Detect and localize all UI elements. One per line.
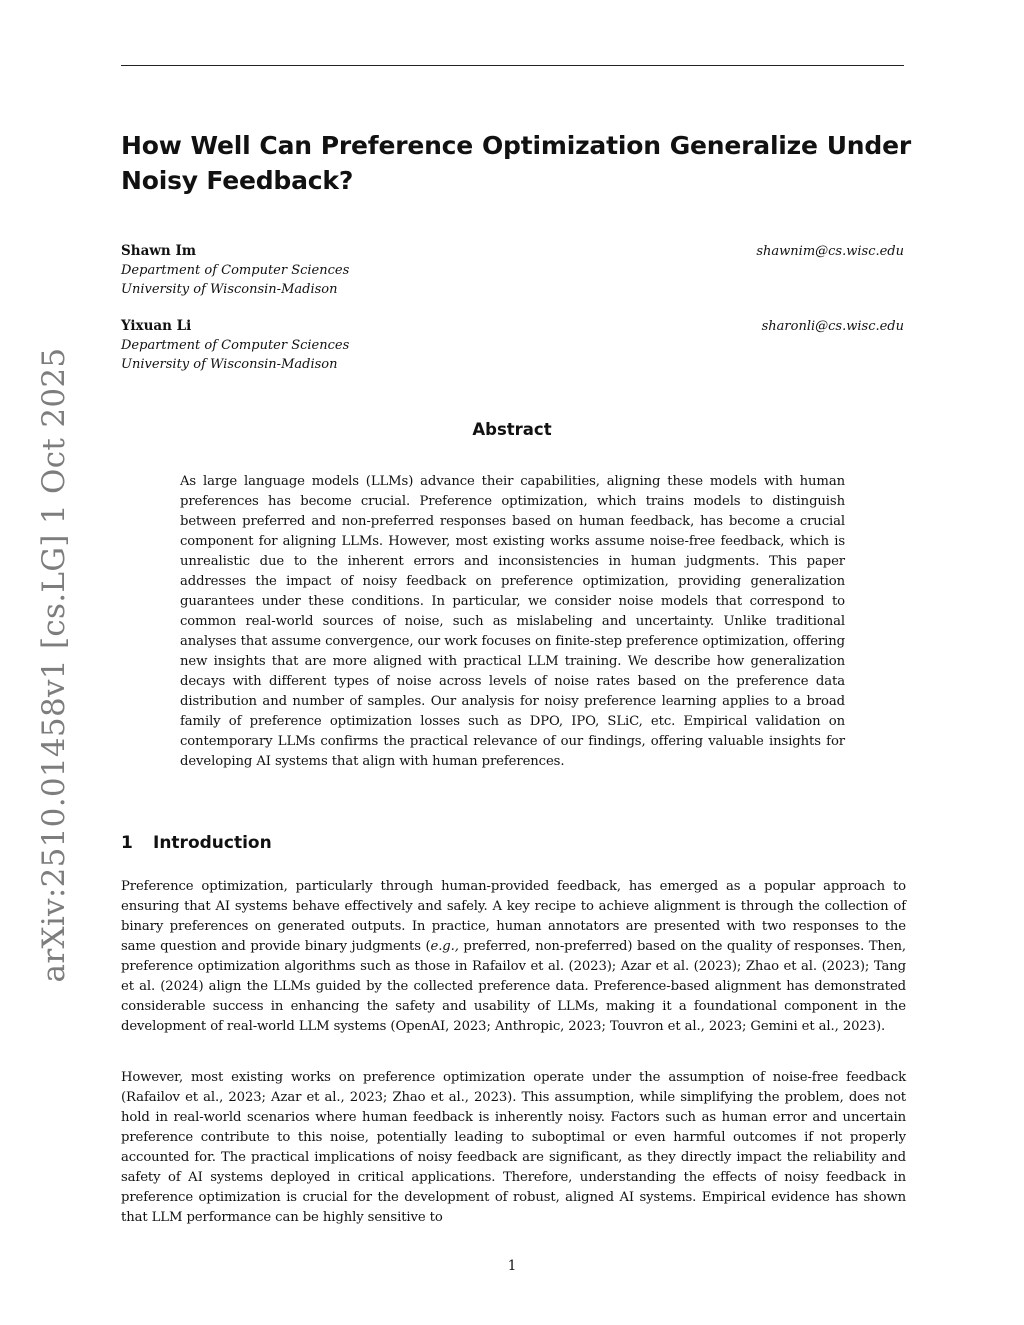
- author-name: Shawn Im: [121, 243, 197, 259]
- author-department: Department of Computer Sciences: [121, 263, 350, 278]
- eg-abbreviation: e.g.,: [430, 939, 459, 954]
- top-rule: [121, 65, 904, 66]
- paragraph-text: preferred, non-preferred) based on the quality of responses. Then, preference optimization algorithms such as those in Rafailov et al. (2023); Azar et al. (2023); Zhao et al. (2023); Tang et al. (2024) align the LLMs guided by the collected preference data. Preference-based alignment has demonstrated considerable success in enhancing the safety and usability of LLMs, making it a foundational component in the development of real-world LLM systems (OpenAI, 2023; Anthropic, 2023; Touvron et al., 2023; Gemini et al., 2023).: [121, 939, 907, 1034]
- author-block: [121, 242, 904, 299]
- body-paragraph: However, most existing works on preference optimization operate under the assumption of noise-free feedback (Rafailov et al., 2023; Azar et al., 2023; Zhao et al., 2023). This assumption, while simplifying the problem, does not hold in real-world scenarios where human feedback is inherently noisy. Factors such as human error and uncertain preference contribute to this noise, potentially leading to suboptimal or even harmful outcomes if not properly accounted for. The practical implications of noisy feedback are significant, as they directly impact the reliability and safety of AI systems deployed in critical applications. Therefore, understanding the effects of noisy feedback in preference optimization is crucial for the development of robust, aligned AI systems. Empirical evidence has shown that LLM performance can be highly sensitive to: [121, 1070, 906, 1225]
- author-email: shawnim@cs.wisc.edu: [756, 244, 904, 259]
- abstract-body: As large language models (LLMs) advance their capabilities, aligning these models with human preferences has become crucial. Preference optimization, which trains models to distinguish between preferred and non-preferred responses based on human feedback, has become a crucial component for aligning LLMs. However, most existing works assume noise-free feedback, which is unrealistic due to the inherent errors and inconsistencies in human judgments. This paper addresses the impact of noisy feedback on preference optimization, providing generalization guarantees under these conditions. In particular, we consider noise models that correspond to common real-world sources of noise, such as mislabeling and uncertainty. Unlike traditional analyses that assume convergence, our work focuses on finite-step preference optimization, offering new insights that are more aligned with practical LLM training. We describe how generalization decays with different types of noise across levels of noise rates based on the preference data distribution and number of samples. Our analysis for noisy preference learning applies to a broad family of preference optimization losses such as DPO, IPO, SLiC, etc. Empirical validation on contemporary LLMs confirms the practical relevance of our findings, offering valuable insights for developing AI systems that align with human preferences.: [180, 474, 845, 769]
- section-number: 1: [121, 833, 133, 853]
- section-title: Introduction: [153, 833, 272, 853]
- author-email: sharonli@cs.wisc.edu: [761, 319, 904, 334]
- section-heading: [121, 833, 272, 853]
- paper-title: How Well Can Preference Optimization Generalize Under Noisy Feedback?: [121, 131, 911, 195]
- author-name: Yixuan Li: [121, 318, 192, 334]
- arxiv-stamp: arXiv:2510.01458v1 [cs.LG] 1 Oct 2025: [36, 347, 72, 983]
- body-paragraph: [121, 877, 906, 1037]
- author-university: University of Wisconsin-Madison: [121, 282, 338, 297]
- page-number: 1: [507, 1258, 517, 1274]
- abstract-heading: Abstract: [472, 420, 552, 439]
- author-university: University of Wisconsin-Madison: [121, 357, 338, 372]
- paragraph-text: Preference optimization, particularly through human-provided feedback, has emerged as a popular approach to ensuring that AI systems behave effectively and safely. A key recipe to achieve alignment is through the collection of binary preferences on generated outputs. In practice, human annotators are presented with two responses to the same question and provide binary judgments (: [121, 879, 906, 954]
- author-block: [121, 317, 904, 374]
- author-department: Department of Computer Sciences: [121, 338, 350, 353]
